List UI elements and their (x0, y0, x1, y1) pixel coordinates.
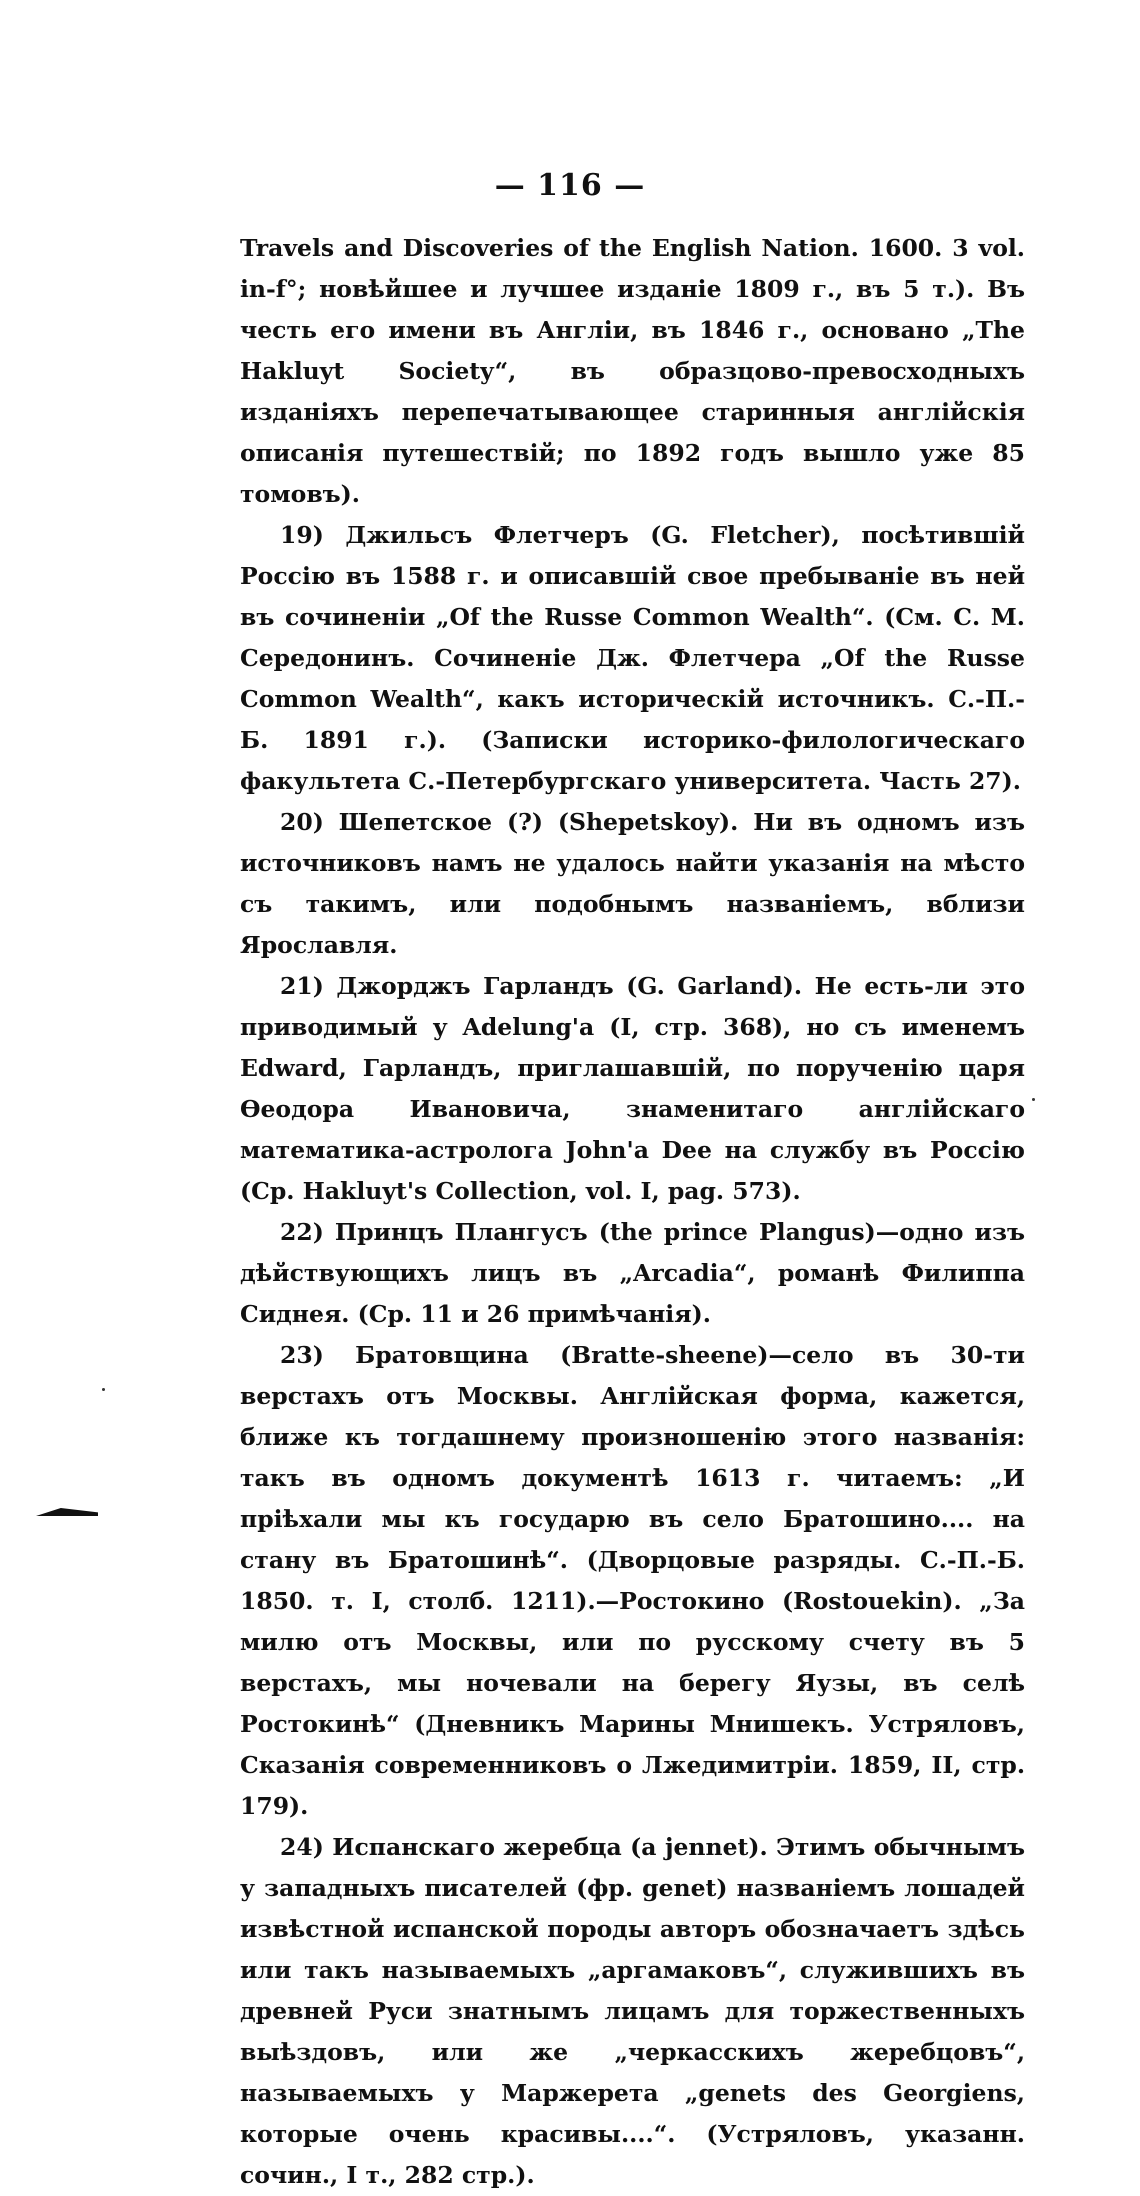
scan-speck (1032, 1098, 1035, 1101)
note-23: 23) Братовщина (Bratte-sheene)—село въ 30-ти верстахъ отъ Москвы. Англійская форма, кажется, ближе къ тогдашнему произношенію этого названія: такъ въ одномъ документѣ 1613 г. читаемъ: „И пріѣхали мы къ государю въ село Братошино.... на стану въ Братошинѣ“. (Дворцовые разряды. С.-П.-Б. 1850. т. I, столб. 1211).—Ростокино (Rostouekin). „За милю отъ Москвы, или по русскому счету въ 5 верстахъ, мы ночевали на берегу Яузы, въ селѣ Ростокинѣ“ (Дневникъ Марины Мнишекъ. Устряловъ, Сказанія современниковъ о Лжедимитріи. 1859, II, стр. 179). (240, 1341, 1025, 1820)
note-24: 24) Испанскаго жеребца (a jennet). Этимъ обычнымъ у западныхъ писателей (фр. genet) названіемъ лошадей извѣстной испанской породы авторъ обозначаетъ здѣсь или такъ называемыхъ „аргамаковъ“, служившихъ въ древней Руси знатнымъ лицамъ для торжественныхъ выѣздовъ, или же „черкасскихъ жеребцовъ“, называемыхъ у Маржерета „genets des Georgiens, которые очень красивы....“. (Устряловъ, указанн. сочин., I т., 282 стр.). (240, 1833, 1025, 2189)
note-20: 20) Шепетское (?) (Shepetskoy). Ни въ одномъ изъ источниковъ намъ не удалось найти указанія на мѣсто съ такимъ, или подобнымъ названіемъ, вблизи Ярославля. (240, 808, 1025, 959)
scan-mark (36, 1508, 98, 1516)
note-22: 22) Принцъ Плангусъ (the prince Plangus)—одно изъ дѣйствующихъ лицъ въ „Arcadia“, романѣ Филиппа Сиднея. (Ср. 11 и 26 примѣчанія). (240, 1218, 1025, 1328)
note-continuation: Travels and Discoveries of the English Nation. 1600. 3 vol. in-f°; новѣйшее и лучшее изданіе 1809 г., въ 5 т.). Въ честь его имени въ Англіи, въ 1846 г., основано „The Hakluyt Society“, въ образцово-превосходныхъ изданіяхъ перепечатывающее старинныя англійскія описанія путешествій; по 1892 годъ вышло уже 85 томовъ). (240, 234, 1025, 508)
note-21: 21) Джорджъ Гарландъ (G. Garland). Не есть-ли это приводимый у Adelung'a (I, стр. 368), но съ именемъ Edward, Гарландъ, приглашавшій, по порученію царя Өеодора Ивановича, знаменитаго англійскаго математика-астролога John'a Dee на службу въ Россію (Ср. Hakluyt's Collection, vol. I, pag. 573). (240, 972, 1025, 1205)
scan-speck (102, 1388, 105, 1391)
page-number: — 116 — (494, 168, 646, 203)
note-19: 19) Джильсъ Флетчеръ (G. Fletcher), посѣтившій Россію въ 1588 г. и описавшій свое пребываніе въ ней въ сочиненіи „Of the Russe Common Wealth“. (См. С. М. Середонинъ. Сочиненіе Дж. Флетчера „Of the Russe Common Wealth“, какъ историческій источникъ. С.-П.-Б. 1891 г.). (Записки историко-филологическаго факультета С.-Петербургскаго университета. Часть 27). (240, 521, 1025, 795)
notes-text-block (240, 228, 1025, 2196)
